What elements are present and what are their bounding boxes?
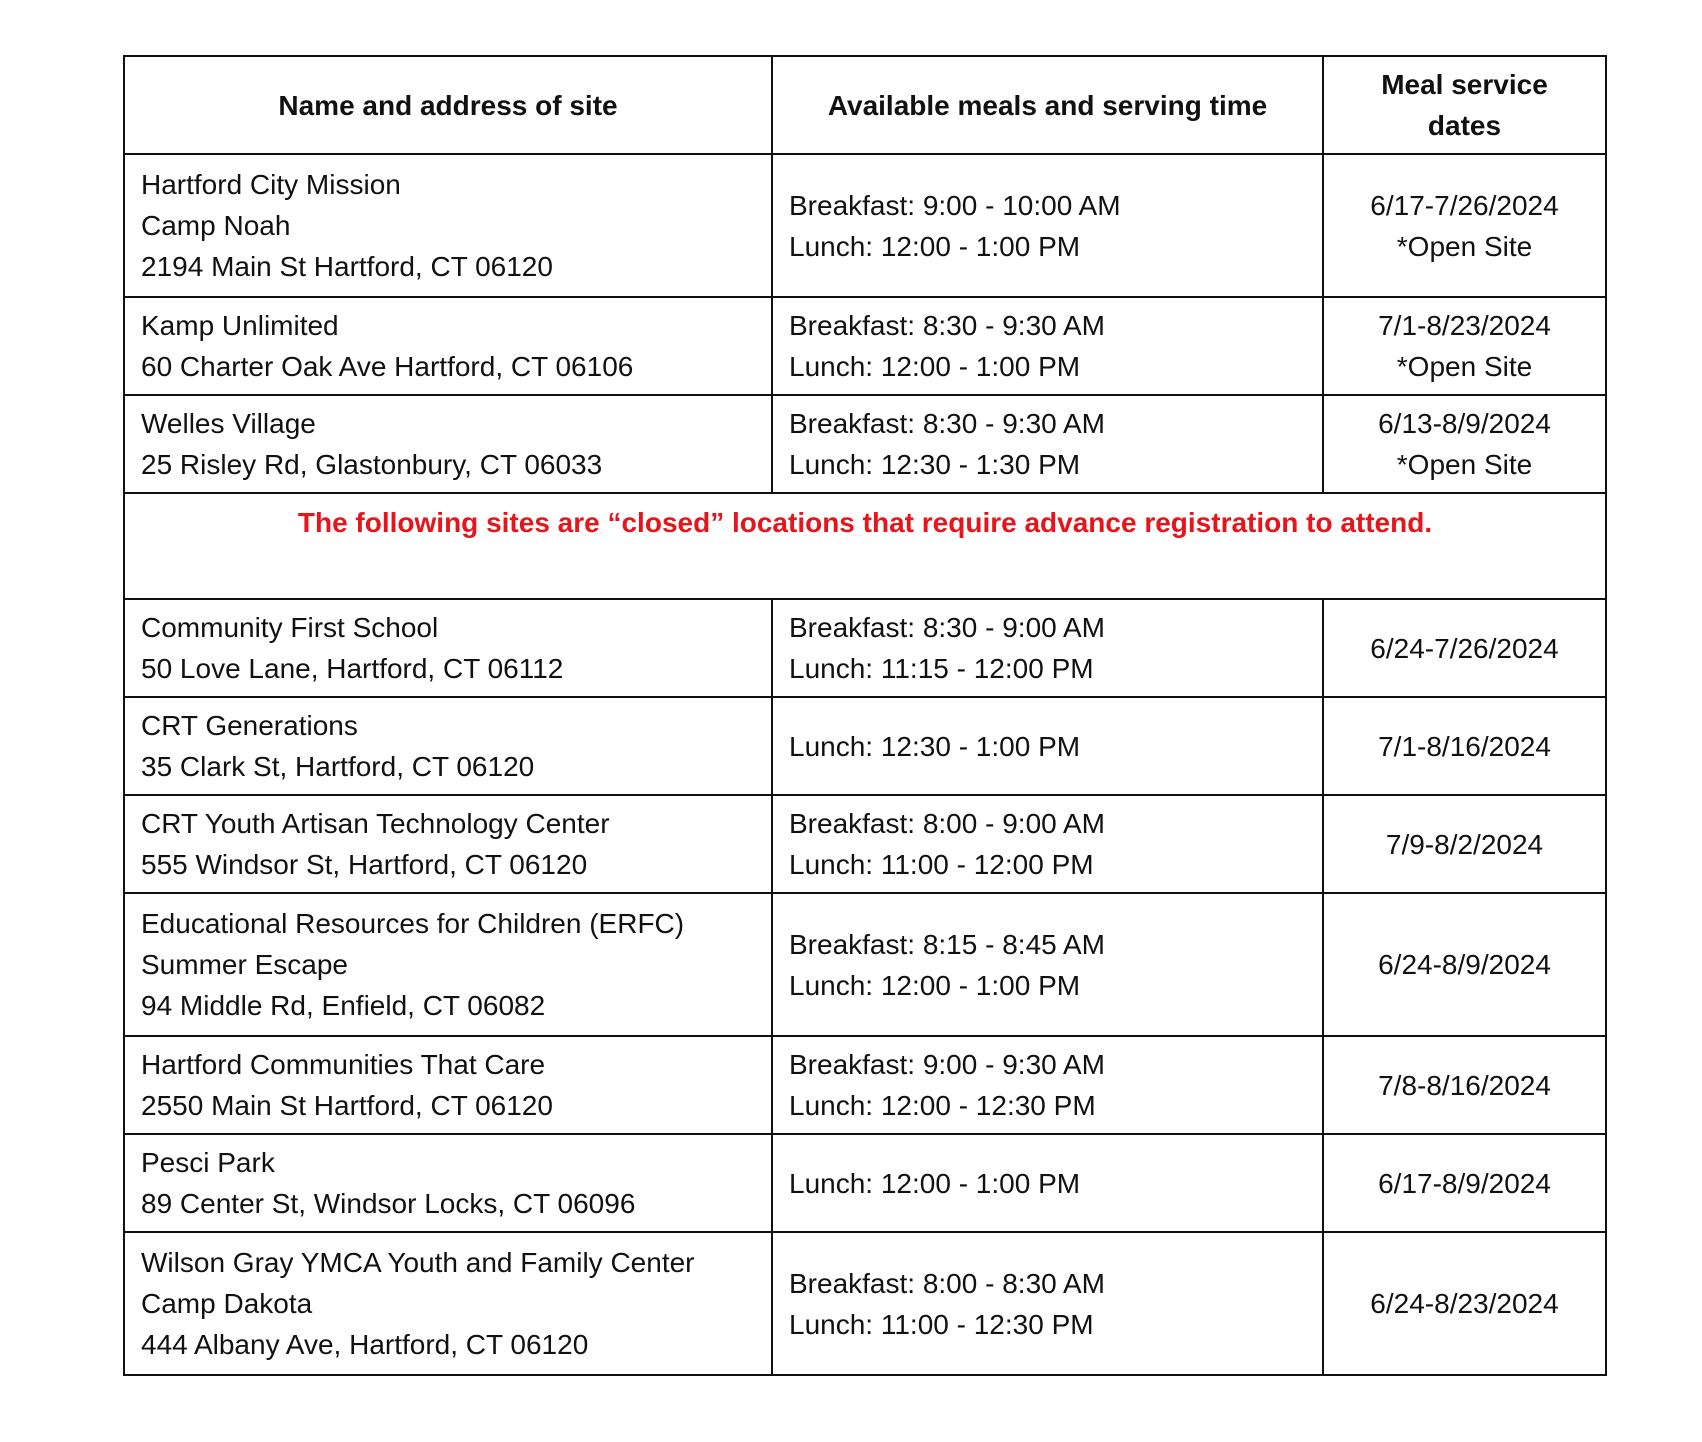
site-name-address-cell	[124, 297, 772, 395]
site-line: Hartford Communities That Care	[141, 1049, 546, 1080]
site-line: 2194 Main St Hartford, CT 06120	[141, 251, 553, 282]
meal-times-cell	[772, 395, 1323, 493]
site-line: Community First School	[141, 612, 439, 643]
table-row	[124, 697, 1606, 795]
site-line: 444 Albany Ave, Hartford, CT 06120	[141, 1329, 589, 1360]
service-date-line: 6/24-8/9/2024	[1378, 949, 1551, 980]
site-line: Camp Dakota	[141, 1288, 313, 1319]
meal-times-cell	[772, 1036, 1323, 1134]
service-dates-cell	[1323, 1134, 1606, 1232]
site-name-address-cell	[124, 1232, 772, 1375]
service-dates-cell	[1323, 395, 1606, 493]
service-date-line: 7/1-8/16/2024	[1378, 730, 1551, 762]
meal-time-line: Lunch: 11:00 - 12:00 PM	[789, 849, 1094, 880]
meal-times-cell	[772, 154, 1323, 297]
site-line: Hartford City Mission	[141, 169, 401, 200]
site-name-address-cell	[124, 395, 772, 493]
site-name-address-cell	[124, 1134, 772, 1232]
site-line: Educational Resources for Children (ERFC)	[141, 908, 685, 939]
site-name-address-cell	[124, 697, 772, 795]
table-body	[124, 154, 1606, 1375]
site-line: 89 Center St, Windsor Locks, CT 06096	[141, 1188, 636, 1219]
service-date-line: 6/17-7/26/2024	[1370, 189, 1559, 221]
service-date-line: 6/17-8/9/2024	[1378, 1167, 1551, 1199]
site-line: Camp Noah	[141, 210, 291, 241]
closed-sites-notice: The following sites are “closed” locations that require advance registration to attend.	[124, 493, 1606, 599]
service-date-line: 6/13-8/9/2024	[1378, 408, 1551, 439]
service-date-line: 6/24-8/23/2024	[1370, 1288, 1559, 1319]
meal-time-line: Lunch: 12:00 - 1:00 PM	[789, 351, 1081, 382]
service-date-line: 6/24-7/26/2024	[1370, 632, 1559, 664]
meal-time-line: Lunch: 12:00 - 12:30 PM	[789, 1090, 1096, 1121]
service-date-line: *Open Site	[1396, 449, 1533, 480]
service-dates-cell	[1323, 1036, 1606, 1134]
site-name-address-cell	[124, 599, 772, 697]
meal-time-line: Lunch: 12:00 - 1:00 PM	[789, 230, 1081, 262]
meal-time-line: Lunch: 11:15 - 12:00 PM	[789, 653, 1094, 684]
header-dates-line: dates	[1427, 110, 1502, 141]
site-line: Kamp Unlimited	[141, 310, 339, 341]
table-row	[124, 1036, 1606, 1134]
site-line: 2550 Main St Hartford, CT 06120	[141, 1090, 553, 1121]
site-name-address-cell	[124, 154, 772, 297]
meal-times-cell	[772, 1134, 1323, 1232]
site-name-address-cell	[124, 1036, 772, 1134]
header-dates	[1323, 56, 1606, 154]
meal-times-cell	[772, 697, 1323, 795]
meal-time-line: Lunch: 11:00 - 12:30 PM	[789, 1308, 1094, 1340]
site-line: Summer Escape	[141, 949, 348, 980]
table-row	[124, 1134, 1606, 1232]
site-line: 35 Clark St, Hartford, CT 06120	[141, 751, 535, 782]
site-name-address-cell	[124, 795, 772, 893]
service-date-line: 7/9-8/2/2024	[1385, 828, 1544, 860]
meal-time-line: Breakfast: 8:00 - 9:00 AM	[789, 808, 1105, 839]
meal-times-cell	[772, 795, 1323, 893]
site-line: Wilson Gray YMCA Youth and Family Center	[141, 1247, 695, 1278]
meal-time-line: Breakfast: 8:00 - 8:30 AM	[789, 1267, 1105, 1299]
service-date-line: *Open Site	[1396, 351, 1533, 382]
table-row	[124, 297, 1606, 395]
header-dates-line: Meal service	[1381, 69, 1548, 100]
header-site: Name and address of site	[124, 56, 772, 154]
meal-sites-document	[123, 55, 1605, 1376]
service-date-line: 7/8-8/16/2024	[1378, 1069, 1551, 1101]
meal-time-line: Breakfast: 8:15 - 8:45 AM	[789, 928, 1105, 960]
notice-row	[124, 493, 1606, 599]
service-dates-cell	[1323, 1232, 1606, 1375]
site-line: Welles Village	[141, 408, 316, 439]
meal-time-line: Lunch: 12:30 - 1:30 PM	[789, 449, 1081, 480]
meal-time-line: Breakfast: 8:30 - 9:30 AM	[789, 310, 1105, 341]
meal-times-cell	[772, 297, 1323, 395]
service-dates-cell	[1323, 697, 1606, 795]
table-row	[124, 395, 1606, 493]
service-date-line: 7/1-8/23/2024	[1378, 310, 1551, 341]
site-line: 25 Risley Rd, Glastonbury, CT 06033	[141, 449, 603, 480]
meal-time-line: Lunch: 12:00 - 1:00 PM	[789, 1167, 1081, 1199]
meal-time-line: Lunch: 12:00 - 1:00 PM	[789, 969, 1081, 1001]
header-row	[124, 56, 1606, 154]
table-row	[124, 893, 1606, 1036]
site-line: CRT Generations	[141, 710, 358, 741]
meal-times-cell	[772, 1232, 1323, 1375]
site-line: 94 Middle Rd, Enfield, CT 06082	[141, 990, 546, 1021]
site-line: CRT Youth Artisan Technology Center	[141, 808, 610, 839]
meal-time-line: Lunch: 12:30 - 1:00 PM	[789, 730, 1081, 762]
service-dates-cell	[1323, 893, 1606, 1036]
meal-time-line: Breakfast: 9:00 - 10:00 AM	[789, 189, 1121, 221]
table-row	[124, 599, 1606, 697]
meal-time-line: Breakfast: 9:00 - 9:30 AM	[789, 1049, 1105, 1080]
service-dates-cell	[1323, 599, 1606, 697]
site-line: 60 Charter Oak Ave Hartford, CT 06106	[141, 351, 634, 382]
service-dates-cell	[1323, 154, 1606, 297]
table-row	[124, 1232, 1606, 1375]
meal-times-cell	[772, 599, 1323, 697]
site-line: 50 Love Lane, Hartford, CT 06112	[141, 653, 564, 684]
table-row	[124, 795, 1606, 893]
service-date-line: *Open Site	[1396, 230, 1533, 262]
meal-time-line: Breakfast: 8:30 - 9:30 AM	[789, 408, 1105, 439]
site-line: Pesci Park	[141, 1147, 275, 1178]
site-name-address-cell	[124, 893, 772, 1036]
table-row	[124, 154, 1606, 297]
meal-sites-table	[123, 55, 1607, 1376]
service-dates-cell	[1323, 795, 1606, 893]
site-line: 555 Windsor St, Hartford, CT 06120	[141, 849, 588, 880]
meal-times-cell	[772, 893, 1323, 1036]
service-dates-cell	[1323, 297, 1606, 395]
meal-time-line: Breakfast: 8:30 - 9:00 AM	[789, 612, 1105, 643]
header-meals: Available meals and serving time	[772, 56, 1323, 154]
